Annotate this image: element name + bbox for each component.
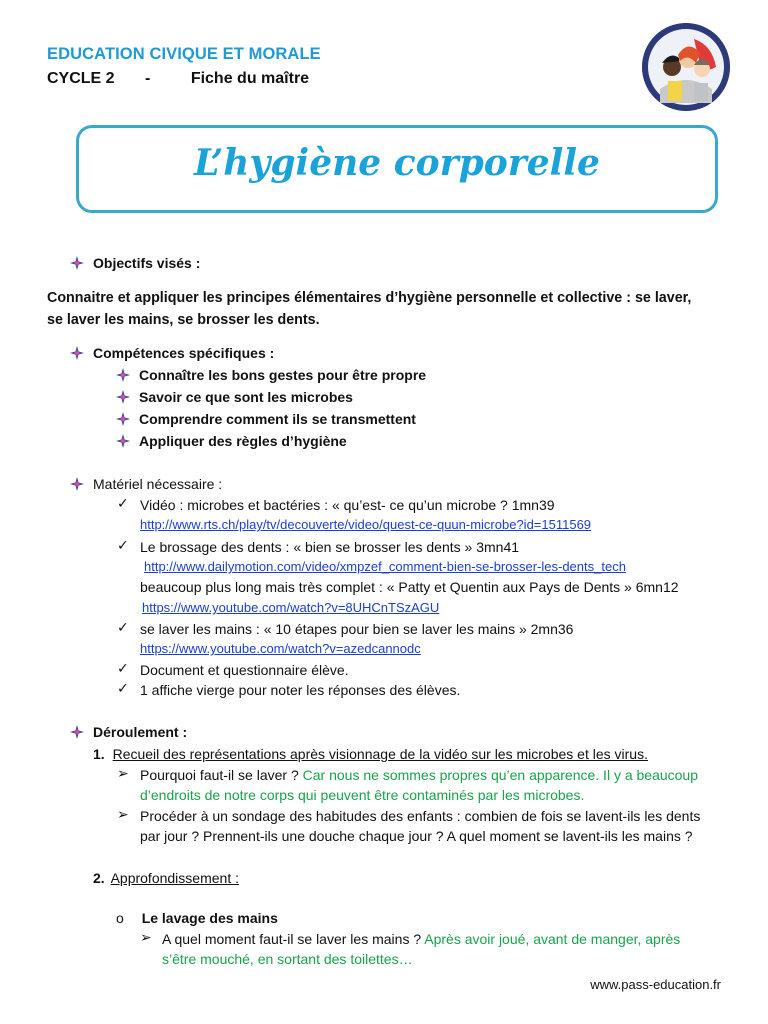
question3 [162, 929, 680, 949]
question3-answer-2: s’être mouché, en sortant des toilettes… [162, 951, 413, 967]
question3-answer: Après avoir joué, avant de manger, après [424, 931, 681, 947]
page-title: L’hygiène corporelle [194, 142, 600, 184]
objectives-heading-row [70, 255, 200, 271]
check-icon: ✓ [117, 619, 129, 635]
materials-heading-row [70, 474, 222, 494]
footer-website: www.pass-education.fr [590, 977, 721, 992]
question1 [140, 765, 698, 785]
sub-item-row [116, 908, 278, 928]
poster-item: 1 affiche vierge pour noter les réponses des élèves. [140, 682, 461, 698]
skill-item-label: Comprendre comment ils se transmettent [139, 411, 416, 427]
procedure-heading: Déroulement : [93, 724, 188, 740]
question2-line2: par jour ? Prennent-ils une douche chaque jour ? A quel moment se lavent-ils les mains ? [140, 828, 693, 844]
skill-item [116, 433, 347, 449]
materials-heading: Matériel nécessaire : [93, 476, 223, 492]
video1-link[interactable]: http://www.rts.ch/play/tv/decouverte/video/quest-ce-quun-microbe?id=1511569 [140, 517, 592, 532]
star-bullet-icon [116, 368, 130, 382]
video3-text: se laver les mains : « 10 étapes pour bien se laver les mains » 2mn36 [140, 621, 574, 637]
arrow-bullet-icon: ➢ [117, 806, 129, 822]
skills-heading-row [70, 345, 274, 361]
arrow-bullet-icon: ➢ [117, 765, 129, 781]
video2-alt-text: beaucoup plus long mais très complet : « Patty et Quentin aux Pays de Dents » 6mn12 [140, 579, 679, 595]
question2-line1: Procéder à un sondage des habitudes des enfants : combien de fois se lavent-ils les dents [140, 808, 701, 824]
skill-item-label: Appliquer des règles d’hygiène [139, 433, 347, 449]
objectives-text-1: Connaitre et appliquer les principes élémentaires d’hygiène personnelle et collective : se laver, [47, 290, 692, 306]
star-bullet-icon [70, 477, 84, 491]
subject-heading: EDUCATION CIVIQUE ET MORALE [47, 45, 321, 63]
check-icon: ✓ [117, 537, 129, 553]
step1-title: Recueil des représentations après visionnage de la vidéo sur les microbes et les virus. [112, 746, 648, 762]
video2-alt-link[interactable]: https://www.youtube.com/watch?v=8UHCnTSzAGU [142, 600, 440, 615]
question1-answer: Car nous ne sommes propres qu’en apparence. Il y a beaucoup [302, 767, 699, 783]
step2-title: Approfondissement : [110, 870, 239, 886]
check-icon: ✓ [117, 680, 129, 696]
video3-link[interactable]: https://www.youtube.com/watch?v=azedcannodc [140, 641, 421, 656]
step1-row [93, 744, 648, 764]
check-icon: ✓ [117, 660, 129, 676]
star-bullet-icon [116, 434, 130, 448]
skill-item [116, 367, 426, 383]
step2-number: 2. [93, 870, 105, 886]
objectives-heading: Objectifs visés : [93, 255, 201, 271]
objectives-text-2: se laver les mains, se brosser les dents. [47, 312, 320, 328]
sub-bullet: o [116, 910, 124, 926]
star-bullet-icon [70, 725, 84, 739]
skill-item-label: Connaître les bons gestes pour être propre [139, 367, 427, 383]
star-bullet-icon [70, 346, 84, 360]
star-bullet-icon [70, 256, 84, 270]
star-bullet-icon [116, 412, 130, 426]
cycle-heading [47, 70, 309, 88]
question1-answer-2: d’endroits de notre corps qui peuvent être contaminés par les microbes. [140, 787, 585, 803]
video2-text: Le brossage des dents : « bien se brosser les dents » 3mn41 [140, 539, 520, 555]
skill-item [116, 411, 416, 427]
skill-item [116, 389, 353, 405]
procedure-heading-row [70, 724, 187, 740]
logo [642, 23, 730, 111]
step1-number: 1. [93, 746, 105, 762]
star-bullet-icon [116, 390, 130, 404]
cycle-label: CYCLE 2 [47, 70, 115, 87]
question1-text: Pourquoi faut-il se laver ? [140, 767, 299, 783]
arrow-bullet-icon: ➢ [140, 929, 152, 945]
step2-row [93, 868, 239, 888]
skills-heading: Compétences spécifiques : [93, 345, 275, 361]
sheet-label: Fiche du maître [190, 70, 310, 87]
sub-item-title: Le lavage des mains [141, 910, 278, 926]
title-box [76, 125, 718, 213]
video1-text: Vidéo : microbes et bactéries : « qu’est- ce qu’un microbe ? 1mn39 [140, 497, 555, 513]
cycle-dash: - [145, 70, 151, 87]
skill-item-label: Savoir ce que sont les microbes [139, 389, 353, 405]
children-logo-icon [642, 23, 730, 111]
video2-link[interactable]: http://www.dailymotion.com/video/xmpzef_comment-bien-se-brosser-les-dents_tech [144, 559, 626, 574]
question3-text: A quel moment faut-il se laver les mains ? [162, 931, 422, 947]
check-icon: ✓ [117, 495, 129, 511]
doc-item: Document et questionnaire élève. [140, 662, 349, 678]
